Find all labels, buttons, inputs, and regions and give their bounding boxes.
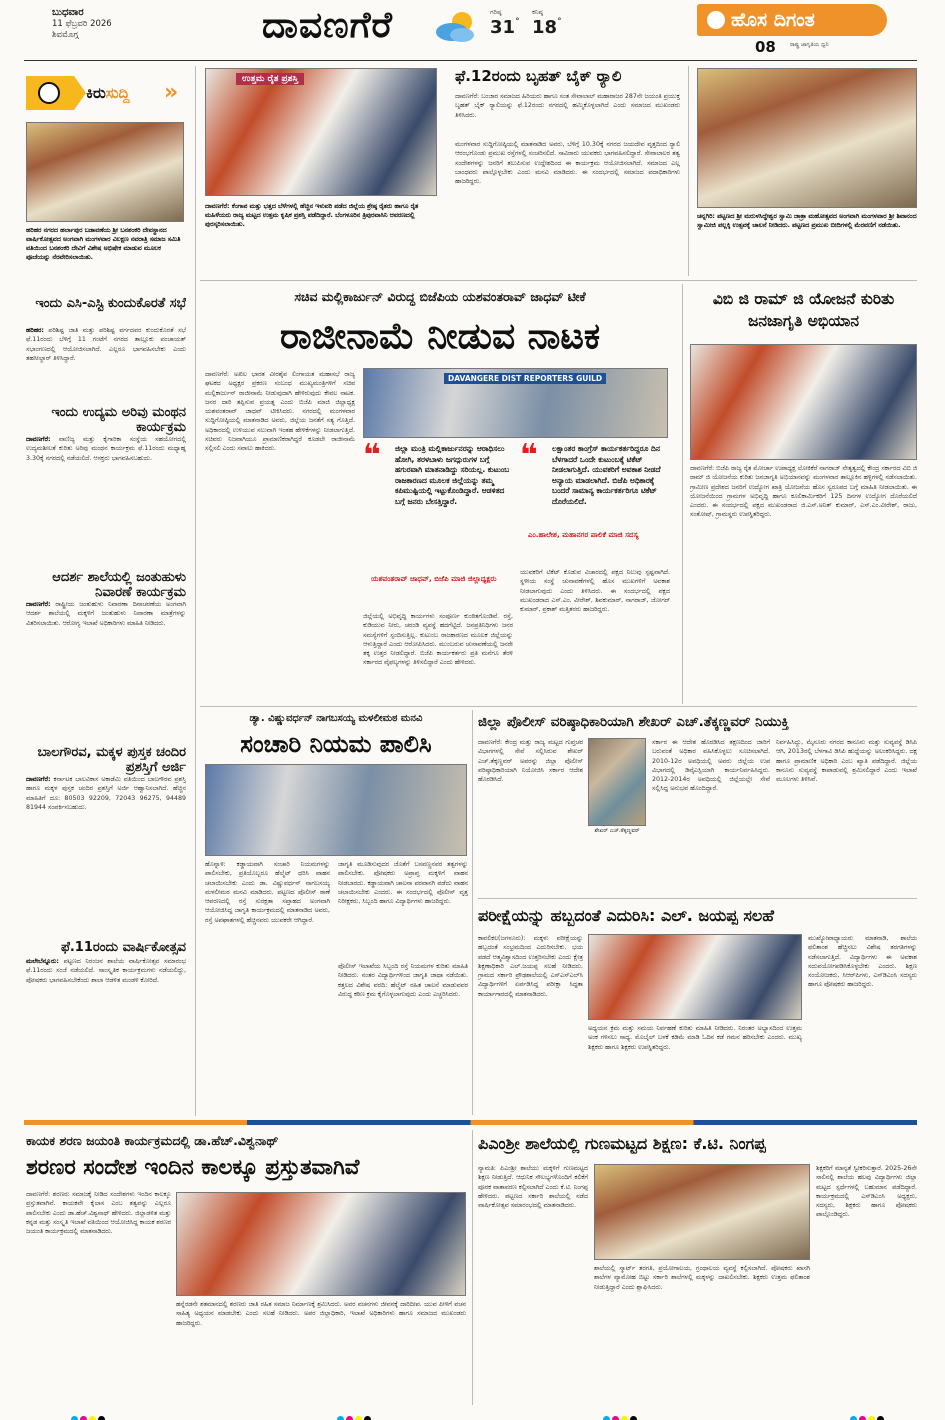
min-label: ಕನಿಷ್ಠ: [532, 8, 543, 16]
brand-banner: [697, 4, 887, 36]
lead-body2: ಜಿಲ್ಲೆಯಲ್ಲಿ ಅಭಿವೃದ್ಧಿ ಕಾರ್ಯಗಳು ಸಂಪೂರ್ಣ ಕುಂಠಿತಗೊಂಡಿವೆ. ರಸ್ತೆ, ಕುಡಿಯುವ ನೀರು, ಚರಂಡಿ ವ್ಯವಸ್ಥೆ ಹದಗೆಟ್ಟಿದೆ. ಜನಪ್ರತಿನಿಧಿಗಳು ಜನರ ಸಮಸ್ಯೆಗಳಿಗೆ ಸ್ಪಂದಿಸುತ್ತಿಲ್ಲ. ಕುಟುಂಬ ರಾಜಕಾರಣದ ಮೂಲಕ ಜಿಲ್ಲೆಯನ್ನು ಆಳುತ್ತಿದ್ದಾರೆ ಎಂದು ಆರೋಪಿಸಿದರು. ಮುಂಬರುವ ಚುನಾವಣೆಯಲ್ಲಿ ಜನರೇ ತಕ್ಕ ಉತ್ತರ ನೀಡಲಿದ್ದಾರೆ. ಬಿಜೆಪಿ ಕಾರ್ಯಕರ್ತರು ಪ್ರತಿ ಮನೆಗೂ ತೆರಳಿ ಸರ್ಕಾರದ ವೈಫಲ್ಯಗಳನ್ನು ತಿಳಿಸಲಿದ್ದಾರೆ ಎಂದು ಹೇಳಿದರು.: [363, 613, 513, 667]
traffic-body1: ಹೊನ್ನಾಳಿ: ಕಡ್ಡಾಯವಾಗಿ ಸಂಚಾರಿ ನಿಯಮಗಳನ್ನು ಪಾಲಿಸಬೇಕು, ಪ್ರತಿಯೊಬ್ಬರೂ ಹೆಲ್ಮೆಟ್ ಧರಿಸಿ ವಾಹನ ಚಲಾಯಿಸಬೇಕು ಎಂದು ಡಾ. ವಿಷ್ಣುವರ್ಧನ್ ನಾಗಬಸಯ್ಯ ಮಳಲೀಮಠ ಮನವಿ ಮಾಡಿದರು. ಪಟ್ಟಣದ ಪೊಲೀಸ್ ಠಾಣೆ ಆವರಣದಲ್ಲಿ ರಸ್ತೆ ಸುರಕ್ಷತಾ ಸಪ್ತಾಹದ ಅಂಗವಾಗಿ ಆಯೋಜಿಸಿದ್ದ ಜಾಗೃತಿ ಕಾರ್ಯಕ್ರಮದಲ್ಲಿ ಮಾತನಾಡಿದ ಅವರು, ರಸ್ತೆ ಅಪಘಾತಗಳಲ್ಲಿ ಹೆಚ್ಚಿನವರು ಯುವಕರೇ ಆಗಿದ್ದಾರೆ.: [205, 861, 330, 924]
masthead-rule: [24, 60, 917, 61]
quote2-text: ಲಕ್ಷಾಂತರ ಕಾಂಗ್ರೆಸ್ ಕಾರ್ಯಕರ್ತರಿದ್ದರೂ ದಿನ ಬೆಳಗಾದರೆ ಒಂದೇ ಕುಟುಂಬಕ್ಕೆ ಟಿಕೆಟ್ ನೀಡಲಾಗುತ್ತಿದೆ. ಯುವಕರಿಗೆ ಅವಕಾಶ ನೀಡದೆ ಅನ್ಯಾಯ ಮಾಡಲಾಗಿದೆ. ಬಿಜೆಪಿ ಅಧಿಕಾರಕ್ಕೆ ಬಂದರೆ ಸಾಮಾನ್ಯ ಕಾರ್ಯಕರ್ತರಿಗೂ ಟಿಕೆಟ್ ದೊರೆಯಲಿದೆ.: [552, 444, 661, 506]
lead-headline: ರಾಜೀನಾಮೆ ನೀಡುವ ನಾಟಕ: [279, 316, 601, 357]
press-meet-photo: [363, 368, 668, 438]
lead-body1-cont: [205, 645, 355, 700]
lead-kicker: ಸಚಿವ ಮಲ್ಲಿಕಾರ್ಜುನ್ ವಿರುದ್ಧ ಬಿಜೆಪಿಯ ಯಶವಂತರಾವ್ ಜಾಧವ್ ಟೀಕೆ: [294, 289, 586, 304]
registration-marks: [70, 1408, 920, 1418]
quote1-byline: ಯಶವಂತರಾವ್ ಜಾಧವ್, ಬಿಜೆಪಿ ಮಾಜಿ ಜಿಲ್ಲಾಧ್ಯಕ್ಷರು: [371, 574, 497, 583]
sharana-headline: ಶರಣರ ಸಂದೇಶ ಇಂದಿನ ಕಾಲಕ್ಕೂ ಪ್ರಸ್ತುತವಾಗಿವೆ: [26, 1155, 360, 1180]
traffic-divider: [472, 710, 473, 1115]
weather-icon: [432, 8, 480, 44]
brief-head: ಇಂದು ಉದ್ಯಮ ಅರಿವು ಮಂಥನ ಕಾರ್ಯಕ್ರಮ: [51, 405, 186, 435]
brief-body: ಹರಿಹರ: ಪರಿಶಿಷ್ಟ ಜಾತಿ ಮತ್ತು ಪರಿಶಿಷ್ಟ ವರ್ಗದವರ ಕುಂದುಕೊರತೆ ಸಭೆ ಫೆ.11ರಂದು ಬೆಳಿಗ್ಗೆ 11 ಗಂಟೆಗೆ ನಗರದ ತಾಲ್ಲೂಕು ಪಂಚಾಯತ್ ಸಭಾಂಗಣದಲ್ಲಿ ಆಯೋಜಿಸಲಾಗಿದೆ. ಎಲ್ಲರೂ ಭಾಗವಹಿಸಬೇಕು ಎಂದು ತಹಸೀಲ್ದಾರ್ ತಿಳಿಸಿದ್ದಾರೆ.: [26, 327, 186, 362]
day-label: ಬುಧವಾರ: [52, 7, 84, 18]
exam-body3: ಮುಖ್ಯೋಪಾಧ್ಯಾಯರು ಮಾತನಾಡಿ, ಶಾಲೆಯ ಫಲಿತಾಂಶ ಹೆಚ್ಚಿಸಲು ವಿಶೇಷ ತರಗತಿಗಳನ್ನು ನಡೆಸಲಾಗುತ್ತಿದೆ. ವಿದ್ಯಾರ್ಥಿಗಳು ಈ ಅವಕಾಶ ಸದುಪಯೋಗಪಡಿಸಿಕೊಳ್ಳಬೇಕು ಎಂದರು. ಶಿಕ್ಷಣ ಸಂಯೋಜಕರು, ಸಿಆರ್‌ಪಿಗಳು, ಎಸ್‌ಡಿಎಂಸಿ ಸದಸ್ಯರು ಹಾಗೂ ಪೋಷಕರು ಹಾಜರಿದ್ದರು.: [808, 935, 917, 989]
sidebar-briefs: [26, 296, 186, 1111]
mid-rule: [200, 706, 917, 707]
sp-portrait-caption: ಶೇಖರ್ ಎಚ್.ತೆಕ್ಕಣ್ಣವರ್: [594, 828, 640, 834]
brief-head: ಬಾಲಗೌರವ, ಮಕ್ಕಳ ಪುಸ್ತಕ ಚಂದಿರ ಪ್ರಶಸ್ತಿಗೆ ಅರ್ಜಿ: [37, 745, 186, 775]
award-banner-text: ಉತ್ತಮ ರೈತ ಪ್ರಶಸ್ತಿ: [236, 73, 304, 85]
bike-rally-body2: ಮಂಗಳವಾರ ಸುದ್ದಿಗೋಷ್ಠಿಯಲ್ಲಿ ಮಾತನಾಡಿದ ಅವರು, ಬೆಳಿಗ್ಗೆ 10.30ಕ್ಕೆ ನಗರದ ಜಯದೇವ ವೃತ್ತದಿಂದ ರ‍್ಯಾಲಿ ಆರಂಭಗೊಂಡು ಪ್ರಮುಖ ರಸ್ತೆಗಳಲ್ಲಿ ಸಂಚರಿಸಲಿದೆ. ಸಾವಿರಾರು ಯುವಕರು ಭಾಗವಹಿಸಲಿದ್ದಾರೆ. ಸೇವಾಲಾಲರ ತತ್ವ ಸಂದೇಶಗಳನ್ನು ಜನರಿಗೆ ತಲುಪಿಸುವ ಉದ್ದೇಶದಿಂದ ಈ ಕಾರ್ಯಕ್ರಮ ಆಯೋಜಿಸಲಾಗಿದೆ. ಸಮಾಜದ ಎಲ್ಲ ಬಾಂಧವರು ಪಾಲ್ಗೊಳ್ಳಬೇಕು ಎಂದು ಮನವಿ ಮಾಡಿದರು. ಈ ಸಂದರ್ಭದಲ್ಲಿ ಸಮಾಜದ ಪದಾಧಿಕಾರಿಗಳು ಹಾಜರಿದ್ದರು.: [455, 141, 680, 186]
lead-body1: ದಾವಣಗೆರೆ: ಅಖಿಲ ಭಾರತ ವೀರಶೈವ ಲಿಂಗಾಯತ ಮಹಾಸಭೆ ರಾಜ್ಯ ಘಟಕದ ಅಧ್ಯಕ್ಷರ ಪ್ರಕರಣ ಸಂಬಂಧ ಮುಖ್ಯಮಂತ್ರಿಗಳಿಗೆ ಸಚಿವ ಮಲ್ಲಿಕಾರ್ಜುನ್ ರಾಜೀನಾಮೆ ನೀಡುವುದಾಗಿ ಹೇಳಿರುವುದು ಕೇವಲ ನಾಟಕ. ಜನರ ದಾರಿ ತಪ್ಪಿಸುವ ಪ್ರಯತ್ನ ಎಂದು ಬಿಜೆಪಿ ಮಾಜಿ ಜಿಲ್ಲಾಧ್ಯಕ್ಷ ಯಶವಂತರಾವ್ ಜಾಧವ್ ಟೀಕಿಸಿದರು. ನಗರದಲ್ಲಿ ಮಂಗಳವಾರ ಸುದ್ದಿಗೋಷ್ಠಿಯಲ್ಲಿ ಮಾತನಾಡಿದ ಅವರು, ಜಿಲ್ಲೆಯ ಜನತೆಗೆ ಸತ್ಯ ಗೊತ್ತಿದೆ. ಅಧಿಕಾರದಲ್ಲಿ ಉಳಿಯುವ ಸಲುವಾಗಿ ಇಂತಹ ಹೇಳಿಕೆಗಳನ್ನು ನೀಡಲಾಗುತ್ತಿದೆ. ಸಚಿವರು ನಿಜವಾಗಿಯೂ ಪ್ರಾಮಾಣಿಕರಾಗಿದ್ದರೆ ಕೂಡಲೇ ರಾಜೀನಾಮೆ ಸಲ್ಲಿಸಲಿ ಎಂದು ಸವಾಲು ಹಾಕಿದರು.: [205, 371, 355, 453]
police-body1: ದಾವಣಗೆರೆ: ಕೇಂದ್ರ ಮತ್ತು ರಾಜ್ಯ ಮಟ್ಟದ ಗುಪ್ತಚರ ವಿಭಾಗಗಳಲ್ಲಿ ಸೇವೆ ಸಲ್ಲಿಸಿರುವ ಶೇಖರ್ ಎಚ್.ತೆಕ್ಕಣ್ಣವರ್ ಅವರನ್ನು ಜಿಲ್ಲಾ ಪೊಲೀಸ್ ವರಿಷ್ಠಾಧಿಕಾರಿಯಾಗಿ ನಿಯೋಜಿಸಿ ಸರ್ಕಾರ ಆದೇಶ ಹೊರಡಿಸಿದೆ.: [478, 739, 583, 784]
bike-rally-head: ಫೆ.12ರಂದು ಬೃಹತ್ ಬೈಕ್ ರ‍್ಯಾಲಿ: [455, 67, 622, 85]
lead-divider: [682, 284, 683, 704]
quote2-byline: ಎಂ.ಹಾಲೇಶ, ಮಹಾನಗರ ಪಾಲಿಕೆ ಮಾಜಿ ಸದಸ್ಯ: [528, 530, 639, 539]
bottom-divider: [472, 1130, 473, 1405]
date-label: 11 ಫೆಬ್ರವರಿ 2026: [52, 19, 112, 29]
traffic-kicker: ಡ್ಯಾ. ವಿಷ್ಣುವರ್ಧನ್ ನಾಗಬಸಯ್ಯ ಮಳಲೀಮಠ ಮನವಿ: [249, 713, 423, 724]
sharana-photo: [176, 1192, 466, 1296]
brand-tagline: ರಾಷ್ಟ್ರ ಜಾಗೃತಿಯ ಧ್ವನಿ: [790, 42, 829, 48]
vbg-body: ದಾವಣಗೆರೆ: ಬಿಜೆಪಿ ರಾಜ್ಯ ರೈತ ಮೋರ್ಚಾ ಉಪಾಧ್ಯಕ್ಷ ಲೋಕಿಕೆರೆ ನಾಗರಾಜ್ ನೇತೃತ್ವದಲ್ಲಿ ಕೇಂದ್ರ ಸರ್ಕಾರದ ವಿಬಿ ಜಿ ರಾಮ್ ಜಿ ಯೋಜನೆಯ ಕುರಿತು ಜನಜಾಗೃತಿ ಅಭಿಯಾನವನ್ನು ಮಂಗಳವಾರ ತಾಲ್ಲೂಕಿನ ಹಳ್ಳಿಗಳಲ್ಲಿ ನಡೆಸಲಾಯಿತು. ಗ್ರಾಮೀಣ ಪ್ರದೇಶದ ಜನರಿಗೆ ಉದ್ಯೋಗ ಖಾತ್ರಿ ಯೋಜನೆಯ ಹೊಸ ಸ್ವರೂಪದ ಬಗ್ಗೆ ಮಾಹಿತಿ ನೀಡಲಾಯಿತು. ಈ ಯೋಜನೆಯಿಂದ ಗ್ರಾಮಗಳ ಅಭಿವೃದ್ಧಿ ಹಾಗೂ ಕೂಲಿಕಾರ್ಮಿಕರಿಗೆ 125 ದಿನಗಳ ಉದ್ಯೋಗ ದೊರೆಯಲಿದೆ ಎಂದರು. ಈ ಸಂದರ್ಭದಲ್ಲಿ ಪಕ್ಷದ ಮುಖಂಡರಾದ ಜಿ.ಎಸ್.ಅನಿತ್ ಕುಮಾರ್, ಎಸ್.ಎಂ.ವೀರೇಶ್, ರಾಜು, ಸಂತೋಷ್, ಗ್ರಾಮಸ್ಥರು ಉಪಸ್ಥಿತರಿದ್ದರು.: [690, 465, 917, 519]
brief-item: [26, 296, 186, 400]
quote-icon: ❝: [363, 438, 381, 473]
brief-body: ದಾವಣಗೆರೆ: ರಾಷ್ಟ್ರೀಯ ಜಂತುಹುಳು ನಿವಾರಣಾ ದಿನಾಚರಣೆಯ ಅಂಗವಾಗಿ ಆದರ್ಶ ಶಾಲೆಯಲ್ಲಿ ಮಕ್ಕಳಿಗೆ ಜಂತುಹುಳು ನಿವಾರಣಾ ಮಾತ್ರೆಗಳನ್ನು ವಿತರಿಸಲಾಯಿತು. ಆರೋಗ್ಯ ಇಲಾಖೆ ಅಧಿಕಾರಿಗಳು ಮಾಹಿತಿ ನೀಡಿದರು.: [26, 601, 186, 627]
chevrons-icon: »: [164, 80, 179, 105]
jatra-photo: [697, 68, 917, 208]
police-body3: ನಿರ್ವಹಿಸಿದ್ದು, ಮೈಸೂರು ನಗರದ ಕಾನೂನು ಮತ್ತು ಸುವ್ಯವಸ್ಥೆ ಡಿಸಿಪಿ ಆಗಿ, 2013ರಲ್ಲಿ ಬೆಳಗಾವಿ ಡಿಸಿಪಿ ಹುದ್ದೆಯನ್ನು ಅಲಂಕರಿಸಿದ್ದರು. ದಕ್ಷ ಹಾಗೂ ಪ್ರಾಮಾಣಿಕ ಅಧಿಕಾರಿ ಎಂಬ ಖ್ಯಾತಿ ಪಡೆದಿದ್ದಾರೆ. ಜಿಲ್ಲೆಯ ಕಾನೂನು ಸುವ್ಯವಸ್ಥೆ ಕಾಪಾಡುವಲ್ಲಿ ಶ್ರಮಿಸಲಿದ್ದಾರೆ ಎಂದು ಇಲಾಖೆ ಮೂಲಗಳು ತಿಳಿಸಿವೆ.: [776, 739, 917, 784]
sp-portrait-photo: [588, 738, 646, 826]
pmshri-photo: [594, 1164, 810, 1260]
farmer-award-photo: [205, 68, 437, 196]
exam-photo: [588, 934, 802, 1020]
bike-rally-body1: ದಾವಣಗೆರೆ: ಬಂಜಾರ ಸಮಾಜದ ಹಿರಿಯರು ಹಾಗೂ ಸಂತ ಸೇವಾಲಾಲ್ ಮಹಾರಾಜರ 287ನೇ ಜಯಂತಿ ಪ್ರಯುಕ್ತ ಬೃಹತ್ ಬೈಕ್ ರ‍್ಯಾಲಿಯನ್ನು ಫೆ.12ರಂದು ನಗರದಲ್ಲಿ ಹಮ್ಮಿಕೊಳ್ಳಲಾಗಿದೆ ಎಂದು ಸಮಾಜದ ಮುಖಂಡರು ತಿಳಿಸಿದರು.: [455, 93, 680, 119]
police-headline: ಜಿಲ್ಲಾ ಪೊಲೀಸ್ ವರಿಷ್ಠಾಧಿಕಾರಿಯಾಗಿ ಶೇಖರ್ ಎಚ್.ತೆಕ್ಕಣ್ಣವರ್ ನಿಯುಕ್ತಿ: [478, 714, 789, 730]
brief-item: [26, 745, 186, 935]
brief-head: ಇಂದು ಎಸಿ-ಎಸ್ಟಿ ಕುಂದುಕೊರತೆ ಸಭೆ: [35, 296, 186, 311]
jatra-caption: ಚನ್ನಗಿರಿ: ಪಟ್ಟಣದ ಶ್ರೀ ಮರುಳಸಿದ್ಧೇಶ್ವರ ಸ್ವಾಮಿ ಜಾತ್ರಾ ಮಹೋತ್ಸವದ ಅಂಗವಾಗಿ ಮಂಗಳವಾರ ಶ್ರೀ ಶಿವಾನಂದ ಸ್ವಾಮೀಜಿ ಪಲ್ಲಕ್ಕಿ ಉತ್ಸವಕ್ಕೆ ಚಾಲನೆ ನೀಡಿದರು. ಪಟ್ಟಣದ ಪ್ರಮುಖ ಬೀದಿಗಳಲ್ಲಿ ಮೆರವಣಿಗೆ ನಡೆಯಿತು.: [697, 213, 917, 229]
brief-head: ಫೆ.11ರಂದು ವಾರ್ಷಿಕೋತ್ಸವ: [61, 940, 186, 955]
exam-body2: ಅಧ್ಯಯನ ಕ್ರಮ ಮತ್ತು ಸಮಯ ನಿರ್ವಹಣೆ ಕುರಿತು ಮಾಹಿತಿ ನೀಡಿದರು. ನಿರಂತರ ಅಭ್ಯಾಸದಿಂದ ಉತ್ತಮ ಅಂಕ ಗಳಿಸಲು ಸಾಧ್ಯ. ಮೊಬೈಲ್ ಬಳಕೆ ಕಡಿಮೆ ಮಾಡಿ ಓದಿನ ಕಡೆ ಗಮನ ಹರಿಸಬೇಕು ಎಂದರು. ಮುಖ್ಯ ಶಿಕ್ಷಕರು ಹಾಗೂ ಶಿಕ್ಷಕರು ಉಪಸ್ಥಿತರಿದ್ದರು.: [588, 1025, 802, 1051]
hand-icon: [38, 82, 60, 104]
traffic-headline: ಸಂಚಾರಿ ನಿಯಮ ಪಾಲಿಸಿ: [240, 730, 432, 758]
traffic-photo: [205, 764, 467, 856]
vbg-photo: [690, 344, 917, 460]
edition-title: ದಾವಣಗೆರೆ: [262, 5, 394, 46]
badge-word1: ಕಿರು: [86, 84, 106, 102]
brief-item: [26, 405, 186, 565]
brief-body: ಮಲೇಬೆನ್ನೂರು: ಪಟ್ಟಣದ ನಿರಂಜನ ಶಾಲೆಯ ವಾರ್ಷಿಕೋತ್ಸವ ಸಮಾರಂಭ ಫೆ.11ರಂದು ಸಂಜೆ ನಡೆಯಲಿದೆ. ಸಾಂಸ್ಕೃತಿಕ ಕಾರ್ಯಕ್ರಮಗಳು ನಡೆಯಲಿದ್ದು, ಪೋಷಕರು ಭಾಗವಹಿಸಬೇಕೆಂದು ಶಾಲಾ ಆಡಳಿತ ಮಂಡಳಿ ಕೋರಿದೆ.: [26, 958, 186, 984]
color-strip: [24, 1120, 917, 1125]
brief-item: [26, 570, 186, 740]
temp-min: ಕನಿಷ್ಠ 18°: [532, 8, 582, 38]
brief-body: ದಾವಣಗೆರೆ: ವಾಣಿಜ್ಯ ಮತ್ತು ಕೈಗಾರಿಕಾ ಸಂಸ್ಥೆಯ ಸಹಯೋಗದಲ್ಲಿ ಉದ್ಯಮಶೀಲತೆ ಕುರಿತು ಅರಿವು ಮಂಥನ ಕಾರ್ಯಕ್ರಮ ಫೆ.11ರಂದು ಮಧ್ಯಾಹ್ನ 3.30ಕ್ಕೆ ನಗರದಲ್ಲಿ ನಡೆಯಲಿದೆ. ಆಸಕ್ತರು ಭಾಗವಹಿಸಬಹುದು.: [26, 436, 186, 462]
vbg-headline: ವಿಬಿ ಜಿ ರಾಮ್ ಜಿ ಯೋಜನೆ ಕುರಿತು ಜನಜಾಗೃತಿ ಅಭಿಯಾನ: [712, 290, 895, 330]
temp-max: ಗರಿಷ್ಠ 31°: [490, 8, 540, 38]
exam-body1: ಕಾವಲಿಕಲ(ಜಗಳೂರು): ಮಕ್ಕಳು ಪರೀಕ್ಷೆಯನ್ನು ಹಬ್ಬದಂತೆ ಸಂಭ್ರಮದಿಂದ ಎದುರಿಸಬೇಕು. ಭಯ ಪಡದೆ ಆತ್ಮವಿಶ್ವಾಸದಿಂದ ಉತ್ತರಿಸಬೇಕು ಎಂದು ಕ್ಷೇತ್ರ ಶಿಕ್ಷಣಾಧಿಕಾರಿ ಎಲ್.ಜಯಪ್ಪ ಸಲಹೆ ನೀಡಿದರು. ಗ್ರಾಮದ ಸರ್ಕಾರಿ ಪ್ರೌಢಶಾಲೆಯಲ್ಲಿ ಎಸ್ಎಸ್ಎಲ್‌ಸಿ ವಿದ್ಯಾರ್ಥಿಗಳಿಗೆ ಏರ್ಪಡಿಸಿದ್ದ ಪರೀಕ್ಷಾ ಸಿದ್ಧತಾ ಕಾರ್ಯಾಗಾರದಲ್ಲಿ ಮಾತನಾಡಿದರು.: [478, 935, 583, 998]
brief-body: ದಾವಣಗೆರೆ: ಕರ್ನಾಟಕ ಬಾಲವಿಕಾಸ ಅಕಾಡೆಮಿ ವತಿಯಿಂದ ಬಾಲಗೌರವ ಪ್ರಶಸ್ತಿ ಹಾಗೂ ಮಕ್ಕಳ ಪುಸ್ತಕ ಚಂದಿರ ಪ್ರಶಸ್ತಿಗೆ ಅರ್ಜಿ ಆಹ್ವಾನಿಸಲಾಗಿದೆ. ಹೆಚ್ಚಿನ ಮಾಹಿತಿಗೆ ದೂ: 80503 92209, 72043 96275, 94489 81944 ಸಂಪರ್ಕಿಸಬಹುದು.: [26, 776, 186, 811]
masthead: [0, 0, 945, 62]
city-label: ಶಿವಮೊಗ್ಗ: [52, 30, 79, 40]
pmshri-body3: ಶಿಕ್ಷಕರಿಗೆ ಮಾನ್ಯತೆ ಸ್ವೀಕರಿಸುತ್ತಾರೆ. 2025-26ನೇ ಸಾಲಿನಲ್ಲಿ ಶಾಲೆಯ ಹಲವು ವಿದ್ಯಾರ್ಥಿಗಳು ಜಿಲ್ಲಾ ಮಟ್ಟದ ಸ್ಪರ್ಧೆಗಳಲ್ಲಿ ಬಹುಮಾನ ಪಡೆದಿದ್ದಾರೆ. ಕಾರ್ಯಕ್ರಮದಲ್ಲಿ ಎಸ್‌ಡಿಎಂಸಿ ಅಧ್ಯಕ್ಷರು, ಸದಸ್ಯರು, ಶಿಕ್ಷಕರು ಹಾಗೂ ಪೋಷಕರು ಪಾಲ್ಗೊಂಡಿದ್ದರು.: [816, 1165, 917, 1219]
sharana-body1: ದಾವಣಗೆರೆ: ಶರಣರು ಸಮಾಜಕ್ಕೆ ನೀಡಿದ ಸಂದೇಶಗಳು ಇಂದಿನ ಕಾಲಕ್ಕೂ ಪ್ರಸ್ತುತವಾಗಿವೆ. ಕಾಯಕವೇ ಕೈಲಾಸ ಎಂಬ ತತ್ವವನ್ನು ಎಲ್ಲರೂ ಪಾಲಿಸಬೇಕು ಎಂದು ಡಾ.ಹೆಚ್.ವಿಶ್ವನಾಥ್ ಹೇಳಿದರು. ಜಿಲ್ಲಾಡಳಿತ ಮತ್ತು ಕನ್ನಡ ಮತ್ತು ಸಂಸ್ಕೃತಿ ಇಲಾಖೆ ವತಿಯಿಂದ ಆಯೋಜಿಸಿದ್ದ ಕಾಯಕ ಶರಣರ ಜಯಂತಿ ಕಾರ್ಯಕ್ರಮದಲ್ಲಿ ಮಾತನಾಡಿದರು.: [26, 1191, 171, 1236]
min-value: 18: [532, 17, 558, 38]
quote1-text: ಜಿಲ್ಲಾ ಮಂತ್ರಿ ಮಲ್ಲಿಕಾರ್ಜುನರನ್ನು ಆರಾಧಿಸಲು ಹೋಗಿ, ತರಳಬಾಳು ಜಗದ್ಗುರುಗಳ ಬಗ್ಗೆ ಹಗುರವಾಗಿ ಮಾತನಾಡಿದ್ದು ಸರಿಯಲ್ಲ. ಕುಟುಂಬ ರಾಜಕಾರಣದ ಮೂಲಕ ಜಿಲ್ಲೆಯನ್ನು ತಮ್ಮ ಕಪಿಮುಷ್ಟಿಯಲ್ಲಿ ಇಟ್ಟುಕೊಂಡಿದ್ದಾರೆ. ಆಡಳಿತದ ಬಗ್ಗೆ ಜನರು ಬೇಸತ್ತಿದ್ದಾರೆ.: [395, 444, 510, 506]
sharana-kicker: ಕಾಯಕ ಶರಣ ಜಯಂತಿ ಕಾರ್ಯಕ್ರಮದಲ್ಲಿ ಡಾ.ಹೆಚ್.ವಿಶ್ವನಾಥ್: [26, 1133, 279, 1148]
brand-name: ಹೊಸ ದಿಗಂತ: [731, 9, 815, 31]
page-number: 08: [755, 38, 776, 56]
brief-head: ಆದರ್ಶ ಶಾಲೆಯಲ್ಲಿ ಜಂತುಹುಳು ನಿವಾರಣೆ ಕಾರ್ಯಕ್ರಮ: [52, 570, 186, 600]
brand-logo-icon: [707, 11, 725, 29]
max-label: ಗರಿಷ್ಠ: [490, 8, 502, 16]
quote-box-2: [520, 438, 668, 564]
quote-box-1: [363, 438, 513, 609]
temple-photo: [26, 122, 184, 222]
sidebar-divider: [195, 66, 196, 1116]
farmer-award-caption: ದಾವಣಗೆರೆ: ಕೆಂಗಾಪ ಮತ್ತು ಭತ್ತದ ಬೆಳೆಗಳಲ್ಲಿ ಹೆಚ್ಚಿನ ಇಳುವರಿ ಪಡೆದ ಜಿಲ್ಲೆಯ ಶ್ರೇಷ್ಠ ರೈತರು ಹಾಗೂ ರೈತ ಮಹಿಳೆಯರು ರಾಜ್ಯ ಮಟ್ಟದ ಉತ್ತಮ ಕೃಷಿಕ ಪ್ರಶಸ್ತಿ ಪಡೆದಿದ್ದಾರೆ. ಬೆಂಗಳೂರಿನ ತ್ರಿಪುರವಾಸಿನಿ ಆವರಣದಲ್ಲಿ ಪುರಸ್ಕರಿಸಲಾಯಿತು.: [205, 203, 419, 228]
exam-headline: ಪರೀಕ್ಷೆಯನ್ನು ಹಬ್ಬದಂತೆ ಎದುರಿಸಿ: ಎಲ್. ಜಯಪ್ಪ ಸಲಹೆ: [478, 906, 774, 925]
sharana-body2: ಹನ್ನೆರಡನೇ ಶತಮಾನದಲ್ಲಿ ಶರಣರು ಜಾತಿ ರಹಿತ ಸಮಾಜ ನಿರ್ಮಾಣಕ್ಕೆ ಶ್ರಮಿಸಿದರು. ಅವರ ವಚನಗಳು ಜೀವನಕ್ಕೆ ದಾರಿದೀಪ. ಯುವ ಪೀಳಿಗೆ ವಚನ ಸಾಹಿತ್ಯ ಅಧ್ಯಯನ ಮಾಡಬೇಕು ಎಂದು ಸಲಹೆ ನೀಡಿದರು. ಅಪರ ಜಿಲ್ಲಾಧಿಕಾರಿ, ಇಲಾಖೆ ಅಧಿಕಾರಿಗಳು ಹಾಗೂ ಸಮಾಜದ ಮುಖಂಡರು ಹಾಜರಿದ್ದರು.: [176, 1301, 466, 1327]
pmshri-headline: ಪಿಎಂಶ್ರೀ ಶಾಲೆಯಲ್ಲಿ ಗುಣಮಟ್ಟದ ಶಿಕ್ಷಣ: ಕೆ.ಟಿ. ನಿಂಗಪ್ಪ: [478, 1134, 766, 1153]
badge-word2: ಸುದ್ದಿ: [105, 84, 130, 102]
top-row-rule: [200, 280, 917, 281]
lead-body3: ಯುವಕರಿಗೆ ಟಿಕೆಟ್ ಕೊಡುವ ವಿಚಾರದಲ್ಲಿ ಪಕ್ಷದ ನಿಲುವು ಸ್ಪಷ್ಟವಾಗಿದೆ. ಸ್ಥಳೀಯ ಸಂಸ್ಥೆ ಚುನಾವಣೆಗಳಲ್ಲಿ ಹೊಸ ಮುಖಗಳಿಗೆ ಅವಕಾಶ ನೀಡಲಾಗುವುದು ಎಂದು ತಿಳಿಸಿದರು. ಈ ಸಂದರ್ಭದಲ್ಲಿ ಪಕ್ಷದ ಮುಖಂಡರಾದ ಎಸ್.ಎಂ. ವೀರೇಶ್, ಶಿವಕುಮಾರ್, ನಾಗರಾಜ್, ಜೋಗರ್ ಕುಮಾರ್, ಪ್ರಕಾಶ್ ಮತ್ತಿತರರು ಹಾಜರಿದ್ದರು.: [520, 569, 670, 614]
kiru-suddi-badge: [26, 72, 182, 114]
pmshri-body2: ಶಾಲೆಯಲ್ಲಿ ಸ್ಮಾರ್ಟ್ ತರಗತಿ, ಪ್ರಯೋಗಾಲಯ, ಗ್ರಂಥಾಲಯ ವ್ಯವಸ್ಥೆ ಕಲ್ಪಿಸಲಾಗಿದೆ. ಪೋಷಕರು ಖಾಸಗಿ ಶಾಲೆಗಳ ವ್ಯಾಮೋಹ ಬಿಟ್ಟು ಸರ್ಕಾರಿ ಶಾಲೆಗಳಲ್ಲಿ ಮಕ್ಕಳನ್ನು ದಾಖಲಿಸಬೇಕು. ಶಿಕ್ಷಕರು ಉತ್ತಮ ಫಲಿತಾಂಶ ನೀಡುತ್ತಿದ್ದಾರೆ ಎಂದು ಶ್ಲಾಘಿಸಿದರು.: [594, 1265, 810, 1291]
guild-banner-text: DAVANGERE DIST REPORTERS GUILD: [444, 373, 606, 384]
police-rule: [478, 898, 917, 899]
traffic-body2: ಜಾಗೃತಿ ಮೂಡಿಸುವುದರ ಜೊತೆಗೆ ಬಸವಣ್ಣನವರ ತತ್ವಗಳನ್ನು ಪಾಲಿಸಬೇಕು. ಪೋಷಕರು ಅಪ್ರಾಪ್ತ ಮಕ್ಕಳಿಗೆ ವಾಹನ ನೀಡಬಾರದು. ಕಡ್ಡಾಯವಾಗಿ ಚಾಲನಾ ಪರವಾನಗಿ ಪಡೆದು ವಾಹನ ಚಲಾಯಿಸಬೇಕು ಎಂದರು. ಈ ಸಂದರ್ಭದಲ್ಲಿ ಪೊಲೀಸ್ ವೃತ್ತ ನಿರೀಕ್ಷಕರು, ಸಿಬ್ಬಂದಿ ಹಾಗೂ ವಿದ್ಯಾರ್ಥಿಗಳು ಹಾಜರಿದ್ದರು.: [338, 861, 468, 906]
quote-icon: ❝: [520, 438, 538, 473]
brief-item: [26, 940, 186, 1107]
max-value: 31: [490, 17, 516, 38]
police-body2: ಸರ್ಕಾರ ಈ ಆದೇಶ ಹೊರಡಿಸಿದ ತಕ್ಷಣದಿಂದ ಜಾರಿಗೆ ಬರುವಂತೆ ಅಧಿಕಾರ ವಹಿಸಿಕೊಳ್ಳಲು ಸೂಚಿಸಲಾಗಿದೆ. 2010-12ರ ಅವಧಿಯಲ್ಲಿ ಅವರು ಜಿಲ್ಲೆಯ ಉಪ ವಿಭಾಗದಲ್ಲಿ ಡಿವೈಎಸ್ಪಿಯಾಗಿ ಕಾರ್ಯನಿರ್ವಹಿಸಿದ್ದರು. 2012-2014ರ ಅವಧಿಯಲ್ಲಿ ಜಿಲ್ಲೆಯಲ್ಲೇ ಸೇವೆ ಸಲ್ಲಿಸಿದ್ದ ಅನುಭವ ಹೊಂದಿದ್ದಾರೆ.: [652, 739, 770, 793]
pmshri-body1: ನ್ಯಾಮತಿ: ಪಿಎಂಶ್ರೀ ಶಾಲೆಯು ಮಕ್ಕಳಿಗೆ ಗುಣಮಟ್ಟದ ಶಿಕ್ಷಣ ನೀಡುತ್ತಿದೆ. ಆಧುನಿಕ ಸೌಲಭ್ಯಗಳೊಂದಿಗೆ ಕಲಿಕೆಗೆ ಪೂರಕ ವಾತಾವರಣ ಕಲ್ಪಿಸಲಾಗಿದೆ ಎಂದು ಕೆ.ಟಿ. ನಿಂಗಪ್ಪ ಹೇಳಿದರು. ಪಟ್ಟಣದ ಸರ್ಕಾರಿ ಶಾಲೆಯಲ್ಲಿ ನಡೆದ ವಾರ್ಷಿಕೋತ್ಸವ ಸಮಾರಂಭದಲ್ಲಿ ಮಾತನಾಡಿದರು.: [478, 1165, 588, 1210]
date-block: [52, 6, 202, 41]
top-divider: [688, 66, 689, 276]
traffic-body3: ಪೊಲೀಸ್ ಇಲಾಖೆಯ ಸಿಬ್ಬಂದಿ ರಸ್ತೆ ನಿಯಮಗಳ ಕುರಿತು ಮಾಹಿತಿ ನೀಡಿದರು. ನಂತರ ವಿದ್ಯಾರ್ಥಿಗಳಿಂದ ಜಾಗೃತಿ ಜಾಥಾ ನಡೆಯಿತು. ಕತ್ತಲದ ವಿಶೇಷ ವರದಿ: ಹೆಲ್ಮೆಟ್ ರಹಿತ ಚಾಲನೆ ಮಾಡುವವರ ವಿರುದ್ಧ ಕಠಿಣ ಕ್ರಮ ಕೈಗೊಳ್ಳಲಾಗುವುದು ಎಂದು ಎಚ್ಚರಿಸಿದರು.: [338, 963, 468, 998]
temple-caption: ಹರಿಹರ ನಗರದ ಹರ್ಲಾಪುರ ಬಡಾವಣೆಯ ಶ್ರೀ ಬನಶಂಕರಿ ದೇವಸ್ಥಾನದ ವಾರ್ಷಿಕೋತ್ಸವದ ಅಂಗವಾಗಿ ಮಂಗಳವಾರ ವಿಲಕ್ಷಣ ನವರಾತ್ರಿ ಸಮಾಜ ಸಮಿತಿ ವತಿಯಿಂದ ಬನಶಂಕರಿ ದೇವಿಗೆ ವಿಶೇಷ ಅಭಿಷೇಕ ಮಾಡುವ ಮೂಲಕ ಪೂಜೆಯನ್ನು ನೆರವೇರಿಸಲಾಯಿತು.: [26, 227, 181, 261]
